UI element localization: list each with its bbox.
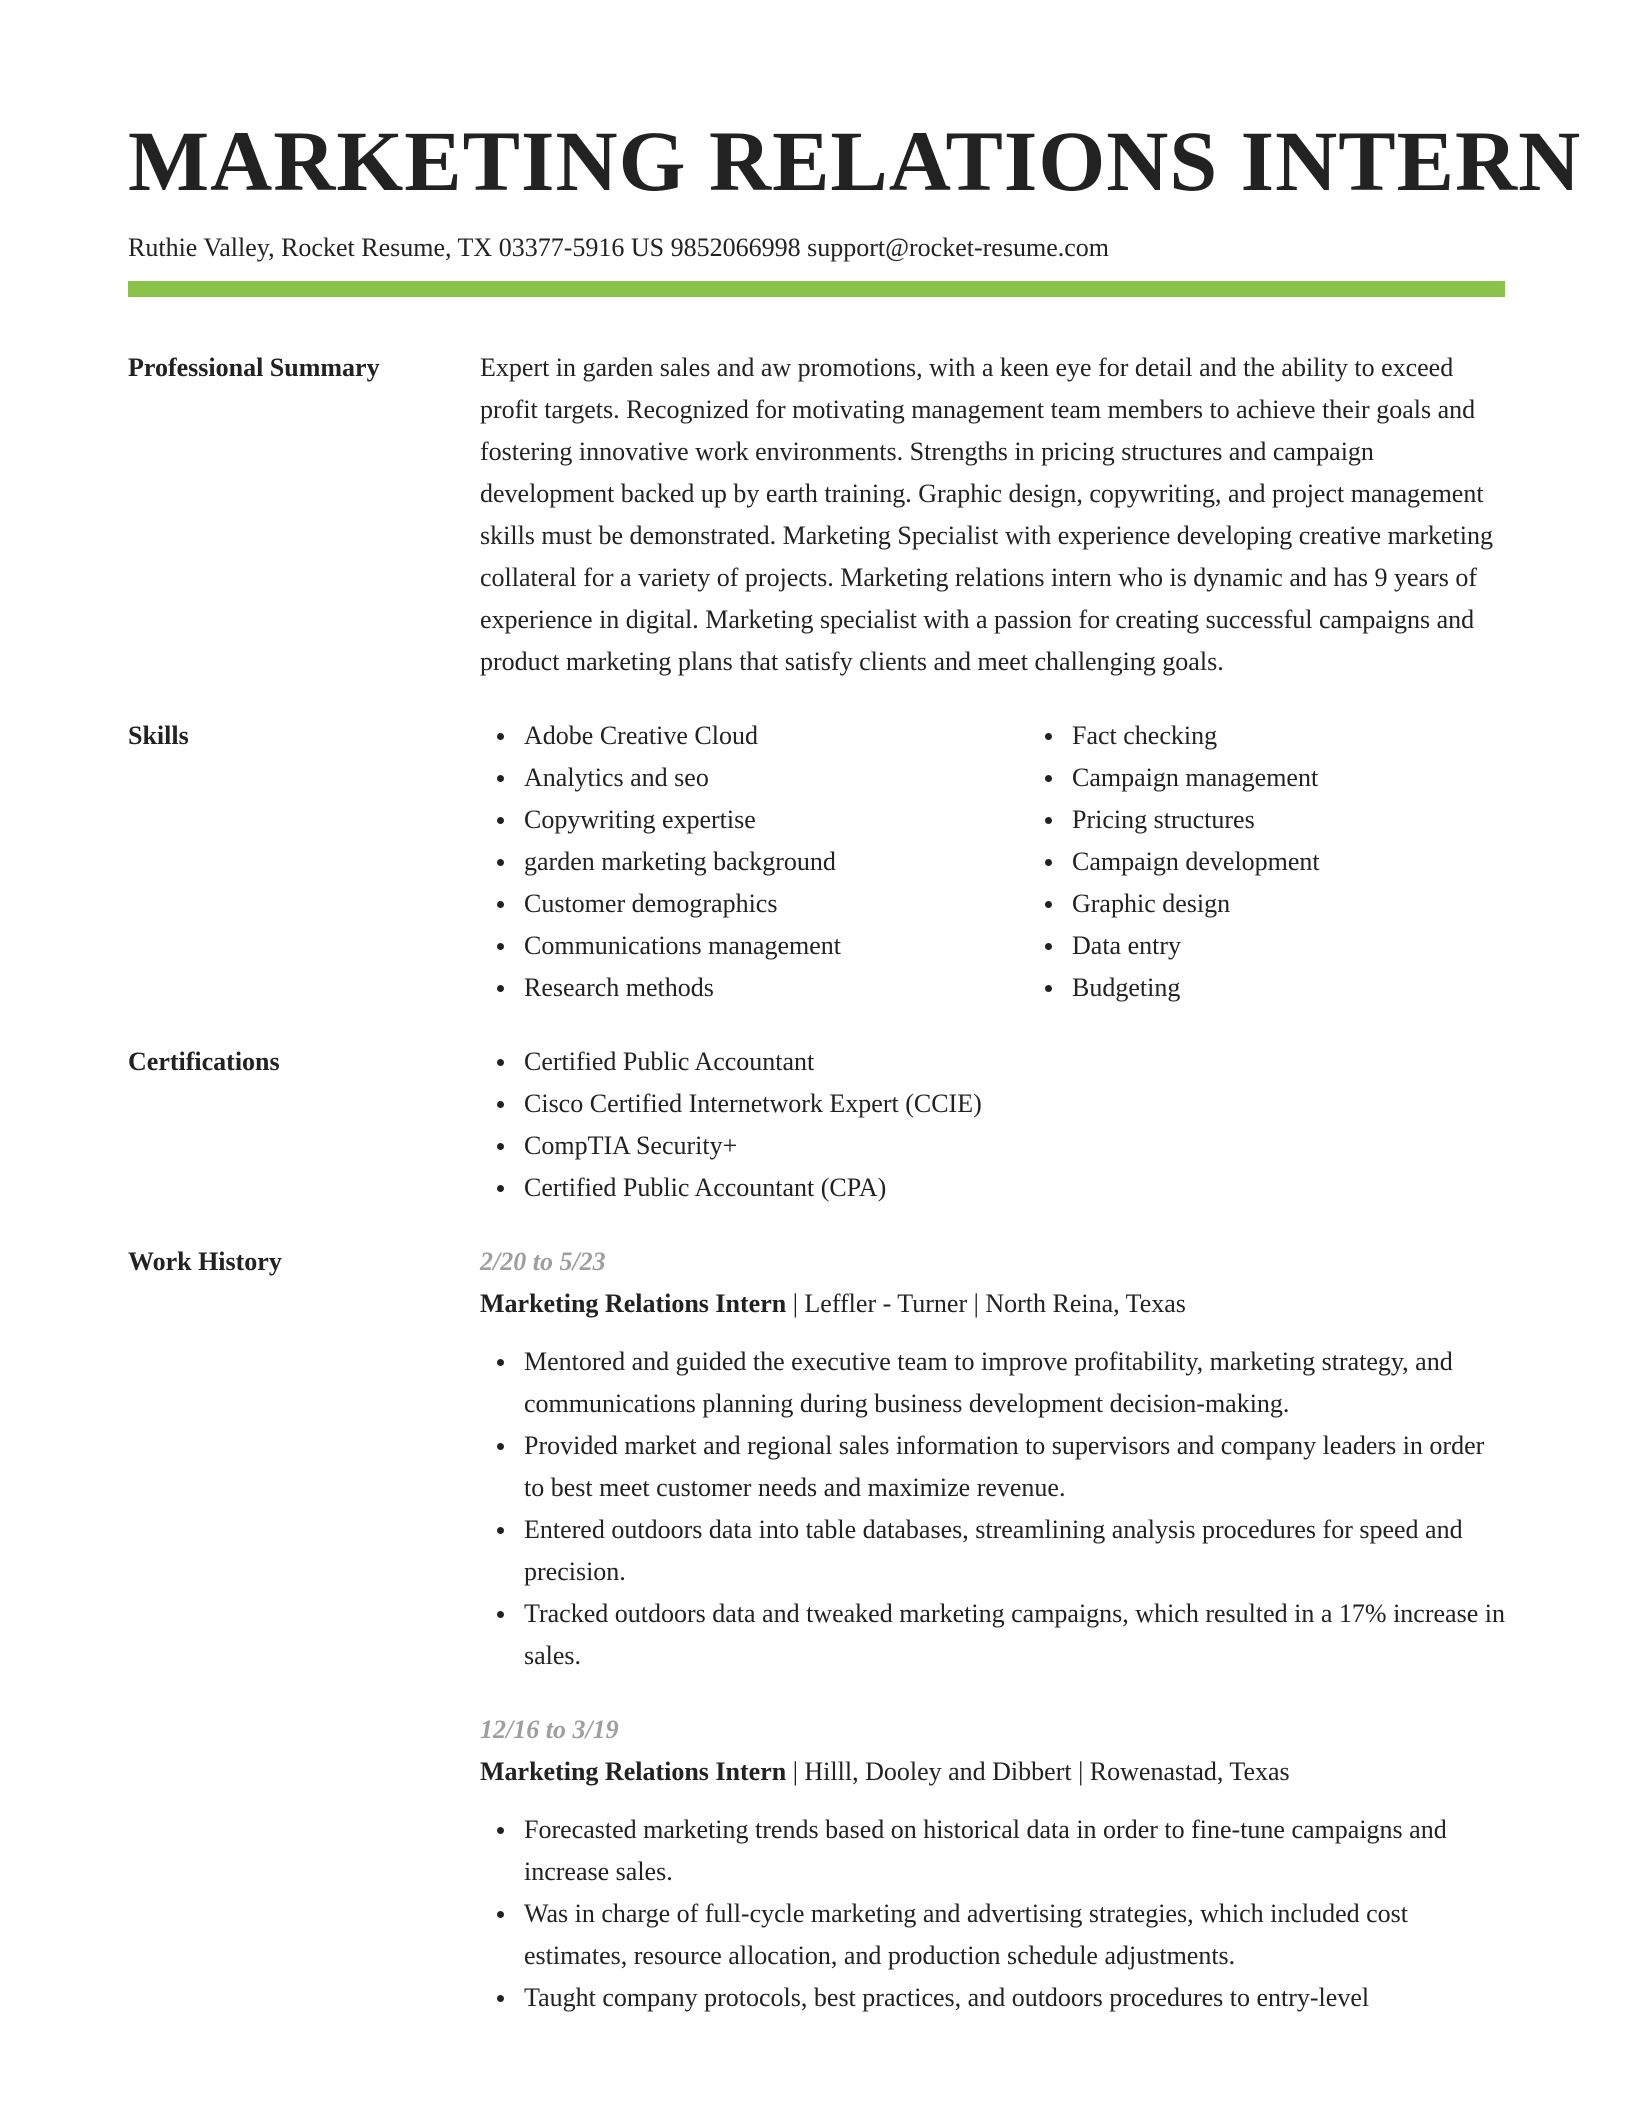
job-title: Marketing Relations Intern bbox=[480, 1757, 787, 1787]
skill-item: Fact checking bbox=[1072, 715, 1576, 757]
section-title-work-history: Work History bbox=[128, 1247, 282, 1277]
job-bullets bbox=[480, 1809, 1505, 2019]
certification-item: Certified Public Accountant bbox=[524, 1041, 1505, 1083]
skill-item: Graphic design bbox=[1072, 883, 1576, 925]
skill-item: Communications management bbox=[524, 925, 1028, 967]
work-history-body bbox=[480, 1241, 1505, 2019]
job-bullet: Provided market and regional sales information to supervisors and company leaders in order to best meet customer needs and maximize revenue. bbox=[524, 1425, 1505, 1509]
job-bullet: Tracked outdoors data and tweaked marketing campaigns, which resulted in a 17% increase in sales. bbox=[524, 1593, 1505, 1677]
resume-name: MARKETING RELATIONS INTERN bbox=[128, 113, 1582, 209]
certification-item: CompTIA Security+ bbox=[524, 1125, 1505, 1167]
skill-item: Adobe Creative Cloud bbox=[524, 715, 1028, 757]
section-title-skills: Skills bbox=[128, 721, 189, 751]
skill-item: Analytics and seo bbox=[524, 757, 1028, 799]
skills-section bbox=[128, 715, 1505, 1009]
job-bullet: Forecasted marketing trends based on historical data in order to fine-tune campaigns and increase sales. bbox=[524, 1809, 1505, 1893]
skill-item: Customer demographics bbox=[524, 883, 1028, 925]
summary-body bbox=[480, 347, 1505, 683]
skills-list-right bbox=[1028, 715, 1576, 1009]
job-bullet: Taught company protocols, best practices, and outdoors procedures to entry-level bbox=[524, 1977, 1505, 2019]
job-details: | Hilll, Dooley and Dibbert | Rowenastad, Texas bbox=[786, 1757, 1290, 1787]
certification-item: Cisco Certified Internetwork Expert (CCIE) bbox=[524, 1083, 1505, 1125]
skills-list-left bbox=[480, 715, 1028, 1009]
certifications-list bbox=[480, 1041, 1505, 1209]
job-bullet: Entered outdoors data into table databases, streamlining analysis procedures for speed and precision. bbox=[524, 1509, 1505, 1593]
job-bullets bbox=[480, 1341, 1505, 1677]
certification-item: Certified Public Accountant (CPA) bbox=[524, 1167, 1505, 1209]
section-title-summary: Professional Summary bbox=[128, 353, 380, 383]
skill-item: Pricing structures bbox=[1072, 799, 1576, 841]
job-dates: 12/16 to 3/19 bbox=[480, 1715, 619, 1745]
skill-item: Copywriting expertise bbox=[524, 799, 1028, 841]
certifications-section bbox=[128, 1041, 1505, 1209]
job-title: Marketing Relations Intern bbox=[480, 1289, 787, 1319]
skill-item: Research methods bbox=[524, 967, 1028, 1009]
summary-section bbox=[128, 347, 1505, 683]
work-history-section bbox=[128, 1241, 1505, 2019]
job-bullet: Mentored and guided the executive team to improve profitability, marketing strategy, and communications planning during business development decision-making. bbox=[524, 1341, 1505, 1425]
contact-line: Ruthie Valley, Rocket Resume, TX 03377-5916 US 9852066998 support@rocket-resume.com bbox=[128, 233, 1109, 262]
skill-item: Campaign development bbox=[1072, 841, 1576, 883]
job-entry bbox=[480, 1709, 1505, 2019]
resume-page bbox=[128, 113, 1582, 2019]
job-dates: 2/20 to 5/23 bbox=[480, 1247, 606, 1277]
skill-item: Data entry bbox=[1072, 925, 1576, 967]
certifications-body bbox=[480, 1041, 1505, 1209]
skill-item: Budgeting bbox=[1072, 967, 1576, 1009]
summary-text: Expert in garden sales and aw promotions, with a keen eye for detail and the ability to exceed profit targets. Recognized for motivating management team members to achieve their goals and fostering innovative work environments. Strengths in pricing structures and campaign development backed up by earth training. Graphic design, copywriting, and project management skills must be demonstrated. Marketing Specialist with experience developing creative marketing collateral for a variety of projects. Marketing relations intern who is dynamic and has 9 years of experience in digital. Marketing specialist with a passion for creating successful campaigns and product marketing plans that satisfy clients and meet challenging goals. bbox=[480, 353, 1493, 677]
job-bullet: Was in charge of full-cycle marketing and advertising strategies, which included cost estimates, resource allocation, and production schedule adjustments. bbox=[524, 1893, 1505, 1977]
skill-item: Campaign management bbox=[1072, 757, 1576, 799]
skills-body bbox=[480, 715, 1576, 1009]
section-title-certifications: Certifications bbox=[128, 1047, 280, 1077]
job-entry bbox=[480, 1241, 1505, 1677]
skill-item: garden marketing background bbox=[524, 841, 1028, 883]
job-heading bbox=[480, 1283, 1505, 1325]
job-heading bbox=[480, 1751, 1505, 1793]
job-details: | Leffler - Turner | North Reina, Texas bbox=[786, 1289, 1186, 1319]
accent-divider bbox=[128, 281, 1505, 297]
